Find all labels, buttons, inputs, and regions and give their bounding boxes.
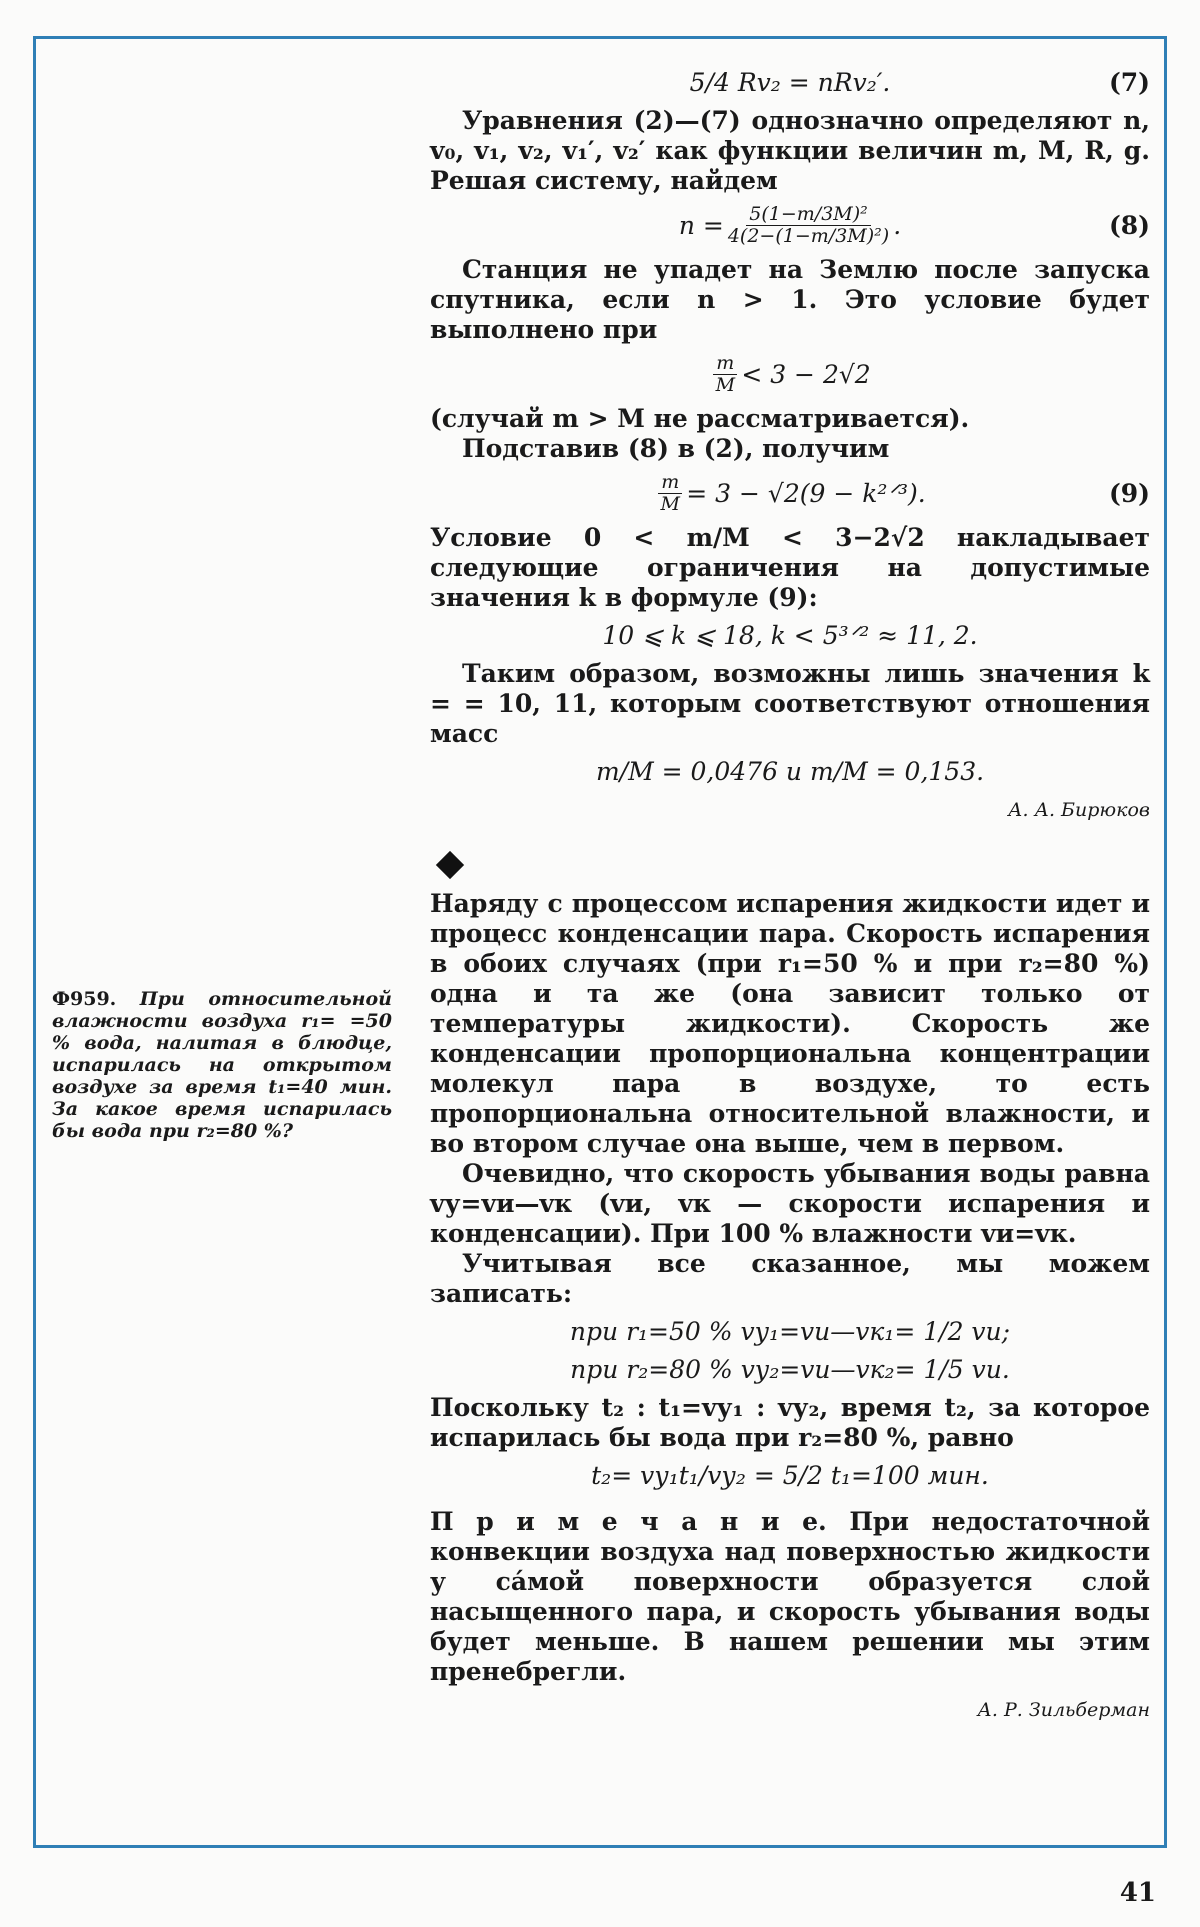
problem-text: При относительной влажности воздуха r₁= =50 % вода, налитая в блюдце, испарилась на открытом воздухе за время t₁=40 мин. За какое время испарилась бы вода при r₂=80 %? — [52, 988, 392, 1142]
paragraph: Станция не упадет на Землю после запуска спутника, если n > 1. Это условие будет выполнено при — [430, 255, 1150, 344]
problem-statement — [52, 988, 392, 1142]
equation-9-fraction — [658, 472, 682, 515]
paragraph: Таким образом, возможны лишь значения k = = 10, 11, которым соответствуют отношения масс — [430, 659, 1150, 748]
author-signature: А. А. Бирюков — [1008, 799, 1150, 821]
paragraph: Условие 0 < m/M < 3−2√2 накладывает следующие ограничения на допустимые значения k в формуле (9): — [430, 523, 1150, 612]
equation-8-number: (8) — [1108, 210, 1150, 240]
main-column — [430, 60, 1150, 1725]
section-diamond-icon — [436, 851, 464, 879]
paragraph: Поскольку t₂ : t₁=vу₁ : vу₂, время t₂, за которое испарилась бы вода при r₂=80 %, равно — [430, 1393, 1150, 1452]
equation-9-rhs: = 3 − √2(9 − k²ᐟ³). — [686, 478, 926, 508]
inequality — [430, 353, 1150, 396]
fraction-denominator: 4(2−(1−m/3M)²) — [727, 225, 890, 247]
fraction-numerator: m — [658, 472, 682, 494]
page-number: 41 — [1119, 1878, 1156, 1908]
equation-t2: t₂= vу₁t₁/vу₂ = 5/2 t₁=100 мин. — [591, 1461, 989, 1490]
author-signature: А. Р. Зильберман — [977, 1699, 1150, 1721]
inequality-fraction — [713, 353, 737, 396]
paragraph: (случай m > M не рассматривается). — [430, 404, 970, 433]
equation-8-fraction — [728, 204, 889, 247]
equation-9-number: (9) — [1108, 478, 1150, 508]
fraction-denominator: M — [715, 374, 736, 396]
paragraph: Учитывая все сказанное, мы можем записать: — [430, 1249, 1150, 1308]
fraction-numerator: 5(1−m/3M)² — [746, 204, 871, 226]
inequality-rhs: < 3 − 2√2 — [741, 359, 871, 389]
equation-8 — [430, 204, 1150, 247]
paragraph: Подставив (8) в (2), получим — [462, 434, 890, 463]
equation-r2: при r₂=80 % vу₂=vи—vк₂= 1/5 vи. — [570, 1355, 1010, 1384]
equation-9 — [430, 472, 1150, 515]
paragraph-note: П р и м е ч а н и е. При недостаточной конвекции воздуха над поверхностью жидкости у са́мой поверхности образуется слой насыщенного пара, и скорость убывания воды будет меньше. В нашем решении мы этим пренебрегли. — [430, 1507, 1150, 1686]
paragraph: Очевидно, что скорость убывания воды равна vу=vи—vк (vи, vк — скорости испарения и конденсации). При 100 % влажности vи=vк. — [430, 1159, 1150, 1248]
fraction-denominator: M — [660, 493, 680, 515]
equation-7-number: (7) — [1108, 68, 1150, 97]
paragraph: Уравнения (2)—(7) однозначно определяют n, v₀, v₁, v₂, v₁′, v₂′ как функции величин m, M, R, g. Решая систему, найдем — [430, 106, 1150, 195]
equation-7 — [430, 68, 1150, 98]
fraction-numerator: m — [713, 353, 737, 375]
problem-label: Ф959. — [52, 988, 117, 1010]
paragraph: Наряду с процессом испарения жидкости идет и процесс конденсации пара. Скорость испарения в обоих случаях (при r₁=50 % и при r₂=80 %) одна и та же (она зависит только от температуры жидкости). Скорость же конденсации пропорциональна концентрации молекул пара в воздухе, то есть пропорциональна относительной влажности, и во втором случае она выше, чем в первом. — [430, 889, 1150, 1158]
equation-8-lhs: n = — [678, 210, 724, 240]
equation-7-body: 5/4 Rv₂ = nRv₂′. — [689, 68, 891, 97]
equation-r1: при r₁=50 % vу₁=vи—vк₁= 1/2 vи; — [569, 1317, 1011, 1346]
equation-mass: m/M = 0,0476 и m/M = 0,153. — [595, 757, 985, 786]
equation-8-dot: . — [893, 210, 902, 240]
equation-k: 10 ⩽ k ⩽ 18, k < 5³ᐟ² ≈ 11, 2. — [602, 621, 978, 650]
